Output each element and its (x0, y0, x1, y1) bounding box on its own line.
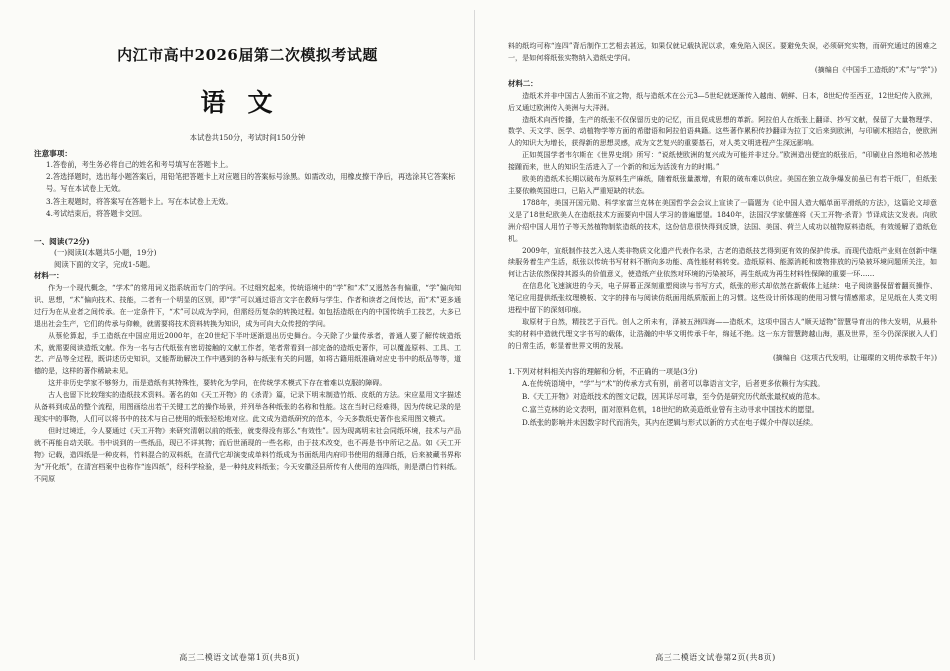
page-footer: 高三二模语文试卷第2页(共8页) (655, 653, 776, 662)
page-left (12, 0, 467, 671)
passage-paragraph: 1788年，美国开国元勋、科学家富兰克林在美国哲学会会议上宣读了一篇题为《论中国人造大幅单面平滑纸的方法》，这篇论文却意义是了18世纪欧美人在造纸技术方面要向中国人学习的普遍愿望。1840年，法国汉学家儒莲将《天工开物·杀青》节译成法文发表。向欧洲介绍中国人用竹子等天然植物制浆造纸的技术，这份信息很快得到反馈，法国、美国、荷兰人成功以植物原料造纸，有效缓解了造纸危机。 (508, 197, 937, 243)
page-footer: 高三二模语文试卷第1页(共8页) (179, 653, 300, 662)
subsection-heading: (一)阅读Ⅰ(本题共5小题，19分) (54, 248, 157, 258)
note-item: 4.考试结束后，将答题卡交回。 (46, 208, 147, 218)
passage-paragraph: 造纸术向西传播，生产的纸张不仅保留历史的记忆，而且促成思想的革新。阿拉伯人在纸张上翻译、抄写文献，保留了大量物理学、数学、天文学、医学、动植物学等方面的希腊语和阿拉伯语典籍。这些著作累积传抄翻译为拉丁文后来到欧洲，与印刷术相结合，使欧洲人的知识大为增长，获得新的思想灵感，成为文艺复兴的重要基石，对人类文明进程产生深远影响。 (508, 114, 937, 148)
passage-paragraph: 作为一个现代概念，“学术”的常用词义指系统而专门的学问。不过细究起来，传统语境中的“学”和“术”又迥然各有偏重，“学”偏向知识、思想，“术”偏向技术、技能，二者有一个明显的区别，即“学”可以通过语言文字在教师与学生、作者和读者之间传达，而“术”更多通过行为在从业者之间传承。在一定条件下，“术”可以成为学问，但需经历复杂的转换过程。如包括造纸在内的中国传统手工技艺，大多已退出社会生产，它们的传承与仰赖，就需要将技术资料转换为知识，成为可向大众传授的学问。 (34, 283, 461, 328)
passage-paragraph: 从蔡伦算起，手工造纸在中国应用近2000年，在20世纪下半叶逐渐退出历史舞台。今天除了少量传承者，普通人要了解传统造纸术，就需要阅读造纸文献。作为一名与古代纸张有密切接触的文献工作者，笔者常看到一部完备的造纸史著作，可以覆盖原料、工具、工艺、产品等全过程，既讲述历史知识，又能帮助解决工作中遇到的各种与纸张有关的问题，如将古籍用纸准确对应史书中的纸品等等，道德的是，这样的著作稀缺未见。 (34, 330, 461, 376)
question-option-a: A.在传统语境中，“学”与“术”的传承方式有别，前者可以靠语言文字，后者更多依赖行为实践。 (522, 379, 825, 389)
source-citation: (摘编自《这项古代发明，让璀璨的文明传承数千年》) (772, 352, 937, 362)
reading-instruction: 阅读下面的文字，完成1-5题。 (54, 259, 155, 269)
source-citation: (摘编自《中国手工造纸的“术”与“学”》) (814, 64, 937, 74)
passage-paragraph: 在信息化飞速演进的今天，电子屏幕正深刻重塑阅读与书写方式，纸张的形式却依然在新载体上延续：电子阅读器保留着翻页操作、笔记应用提供纸张纹理模板、文字的排布与阅读仿纸面用纸质版面上的习惯。这些设计所体现的使用习惯与情感需求，足见纸在人类文明进程中留下的深刻印痕。 (508, 281, 937, 315)
material-label: 材料一： (34, 271, 64, 281)
subject-title: 语文 (200, 88, 295, 117)
passage-paragraph: 2009年，宣纸制作技艺入选人类非物质文化遗产代表作名录，古老的造纸技艺得到更有效的保护传承。而现代造纸产业则在创新中继续服务着生产生活，纸张以传统书写材料不断向多功能、高性能材料转变。造纸原料、能源消耗和废物排放的污染被环境问题所关注，如何让古法依然保持其源头的价值意义，使造纸产业依然对环境的污染被环，再生纸成为再生材料性保障的重要一环…… (508, 245, 937, 279)
note-item: 3.答主观题时，将答案写在答题卡上。写在本试卷上无效。 (46, 196, 233, 206)
passage-paragraph: 正如英国学者韦尔斯在《世界史纲》所写：“说纸使欧洲的复兴成为可能并非过分。”欧洲造出便宜的纸张后，“印刷业自然地和必然地接踵而来，世人的知识生活进入了一个新的和远为活泼有力的时期。” (508, 150, 937, 172)
question-stem: 1.下列对材料相关内容的理解和分析，不正确的一项是(3分) (508, 366, 698, 376)
page-divider (474, 10, 475, 660)
material-label: 材料二： (508, 78, 538, 88)
page-right (488, 0, 943, 671)
note-item: 2.答选择题时，选出每小题答案后，用铅笔把答题卡上对应题目的答案标号涂黑。如需改动，用橡皮擦干净后，再选涂其它答案标号。写在本试卷上无效。 (46, 172, 456, 194)
section-heading: 一、阅读(72分) (34, 237, 90, 247)
passage-paragraph: 古人也留下比较翔实的造纸技术资料。著名的如《天工开物》的《杀青》篇，记录下明末制造竹纸、皮纸的方法。宋应星用文字描述从备料到成品的整个流程，用图画绘出若干关键工艺的操作场景，并列举各种纸张的名称和性能。这在当时已经难得，因为传统记录的是现实中的事物，人们可以将书中的技术与自己使用的纸张轻松地对应。此文成为造纸研究的范本，今天多数纸史著作也采用图文模式。 (34, 390, 461, 423)
question-option-b: B.《天工开物》对造纸技术的图文记载，因其详尽可靠，至今仍是研究历代纸张最权威的范本。 (522, 392, 825, 402)
passage-paragraph: 欧美的造纸术长期以破布为原料生产麻纸，随着纸张量激增，有限的破布难以供应。美国在独立战争爆发前虽已有若干纸厂，但纸张主要依赖英国进口，已陷入严重短缺的状态。 (508, 174, 937, 195)
question-option-d: D.纸张的影响并未因数字时代而消失，其内在逻辑与形式以新的方式在电子媒介中得以延续。 (522, 417, 818, 427)
question-option-c: C.富兰克林的论文表明，面对原料危机，18世纪的欧美造纸业曾有主动寻求中国技术的愿望。 (522, 404, 819, 414)
notes-header: 注意事项： (34, 149, 72, 158)
exam-title: 内江市高中2026届第二次模拟考试题 (117, 46, 378, 64)
passage-paragraph: 但时过境迁，今人要通过《天工开物》来研究清朝以前的纸张，就变得没有那么“有效性”。因为现离明末社会同纸环境，技术与产品就不再能自动关联。书中说到的一些纸品，现已不详其物；而后世涌现的一些名称，由于技术改变，也不再是书中所记之品。如《天工开物》记载，造四纸是一种皮料，竹料混合的双料纸，在清代它却演变成单料竹纸成为书面纸用内府印书使用的细薄白纸，后来被藏书界称为“开化纸”，在清宫档案中也称作“连四纸”，经科学检验，是一种纯皮料纸张；今天安徽泾县所传有人使用的连四纸，则是漂白竹料纸。不同原 (34, 425, 461, 483)
passage-paragraph: 料的纸均可称“连四”背后制作工艺相去甚远，如果仅就记载执泥以求，难免陷入误区。要避免失误，必须研究实物，而研究通过的困难之一，是如何将纸张实物纳入造纸史学问。 (508, 41, 937, 62)
passage-paragraph: 造纸术并非中国古人独而不宣之物，纸与造纸术在公元3—5世纪就逐渐传入越南、朝鲜、日本，8世纪传至西亚，12世纪传入欧洲，后又通过欧洲传入美洲与大洋洲。 (508, 90, 937, 112)
passage-paragraph: 取原材于自然，精技艺于百代。创人之所未有，泽被五洲四海——造纸术，这项中国古人“顺天适物”智慧导育出的伟大发明，从最朴实的材料中造就代理文字书写的载体，让浩瀚的中华文明传承千年，绵延不绝。这一东方智慧跨越山海，惠及世界，至今仍深深嵌入人们的日常生活，彰显着世界文明的发展。 (508, 316, 937, 350)
note-item: 1.答卷前，考生务必将自己的姓名和考号填写在答题卡上。 (46, 160, 233, 169)
exam-meta: 本试卷共150分，考试时间150分钟 (189, 133, 306, 142)
passage-paragraph: 这并非历史学家不够努力，而是造纸有其特殊性，要转化为学问，在传统学术模式下存在着难以克服的障碍。 (48, 378, 387, 388)
